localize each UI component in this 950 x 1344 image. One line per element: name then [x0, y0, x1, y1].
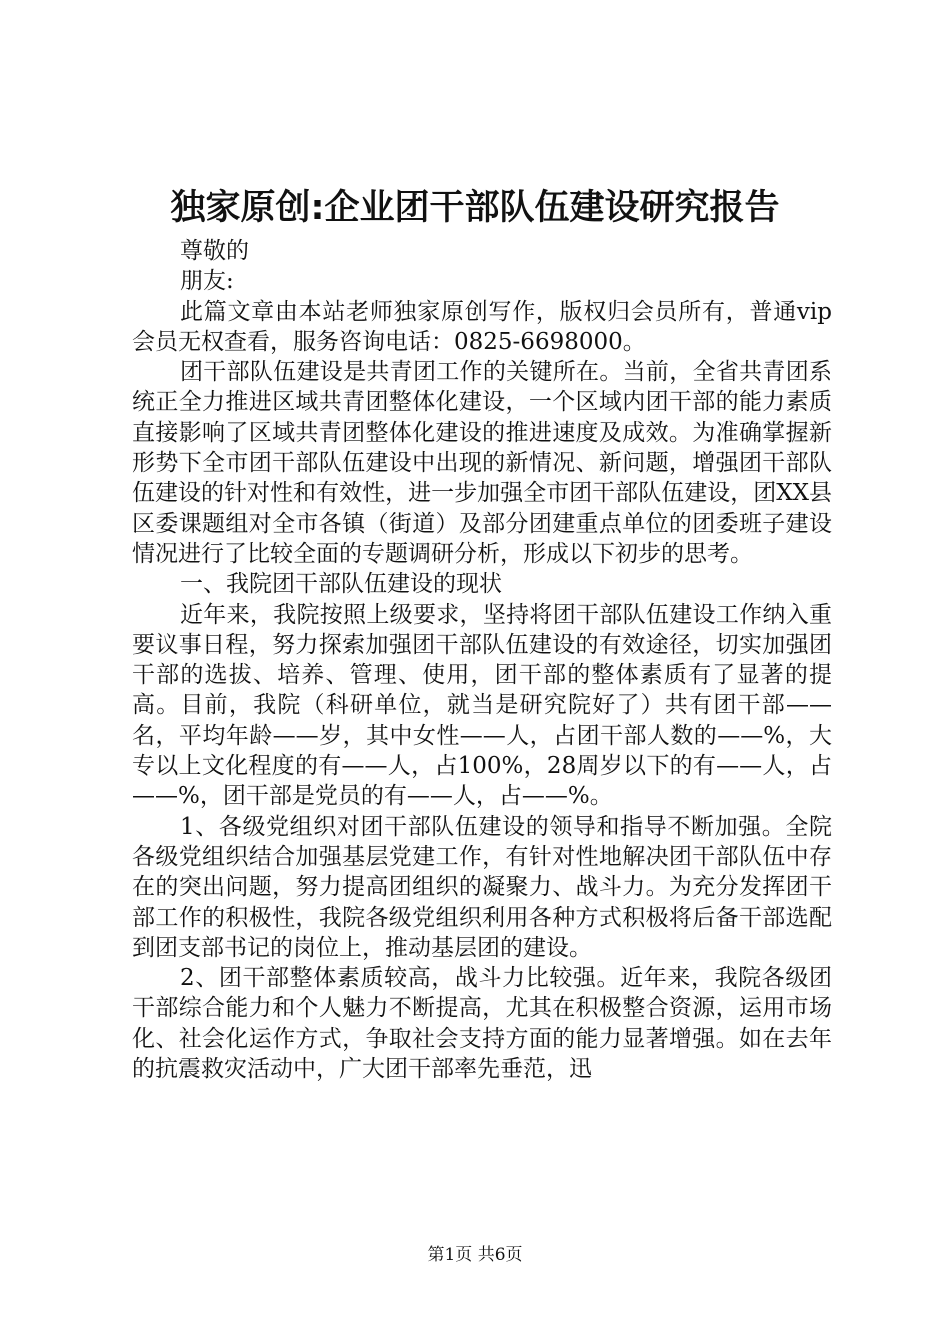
salutation-line-2: 朋友: [180, 268, 234, 295]
status-paragraph: 近年来，我院按照上级要求，坚持将团干部队伍建设工作纳入重要议事日程，努力探索加强团干部队伍建设的有效途径，切实加强团干部的选拔、培养、管理、使用，团干部的整体素质有了显著的提高。目前，我院（科研单位，就当是研究院好了）共有团干部——名，平均年龄——岁，其中女性——人，占团干部人数的——%，大专以上文化程度的有——人，占100%，28周岁以下的有——人，占——%，团干部是党员的有——人，占——%。 [132, 601, 832, 810]
salutation-line-1: 尊敬的 [180, 238, 249, 264]
document-body [132, 236, 832, 1084]
copyright-notice: 此篇文章由本站老师独家原创写作，版权归会员所有，普通vip会员无权查看，服务咨询电话：0825-6698000。 [132, 298, 832, 355]
point-2-paragraph: 2、团干部整体素质较高，战斗力比较强。近年来，我院各级团干部综合能力和个人魅力不断提高，尤其在积极整合资源，运用市场化、社会化运作方式，争取社会支持方面的能力显著增强。如在去年的抗震救灾活动中，广大团干部率先垂范，迅 [132, 965, 832, 1083]
intro-paragraph: 团干部队伍建设是共青团工作的关键所在。当前，全省共青团系统正全力推进区域共青团整体化建设，一个区域内团干部的能力素质直接影响了区域共青团整体化建设的推进速度及成效。为准确掌握新形势下全市团干部队伍建设中出现的新情况、新问题，增强团干部队伍建设的针对性和有效性，进一步加强全市团干部队伍建设，团XX县区委课题组对全市各镇（街道）及部分团建重点单位的团委班子建设情况进行了比较全面的专题调研分析，形成以下初步的思考。 [132, 359, 832, 567]
document-title: 独家原创:企业团干部队伍建设研究报告 [170, 188, 780, 228]
section-heading-1: 一、我院团干部队伍建设的现状 [180, 571, 502, 598]
page-footer: 第1页 共6页 [427, 1245, 523, 1265]
point-1-paragraph: 1、各级党组织对团干部队伍建设的领导和指导不断加强。全院各级党组织结合加强基层党建工作，有针对性地解决团干部队伍中存在的突出问题，努力提高团组织的凝聚力、战斗力。为充分发挥团干部工作的积极性，我院各级党组织利用各种方式积极将后备干部选配到团支部书记的岗位上，推动基层团的建设。 [132, 813, 832, 961]
